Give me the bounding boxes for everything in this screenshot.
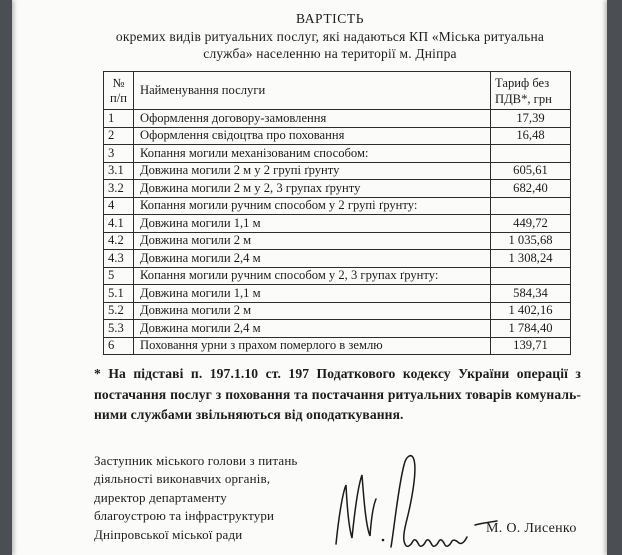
cell-name: Довжина могили 2 м у 2, 3 групах ґрунту xyxy=(134,180,491,198)
footnote-line: * На підставі п. 197.1.10 ст. 197 Податкового кодексу України операції з xyxy=(94,366,581,381)
table-row xyxy=(104,162,571,180)
cell-num: 6 xyxy=(104,337,134,355)
cell-name: Копання могили механізованим способом: xyxy=(134,145,491,163)
cell-name: Оформлення свідоцтва про поховання xyxy=(134,127,491,145)
footnote-line: ними службами звільняються від оподаткування. xyxy=(94,407,404,422)
table-row xyxy=(104,285,571,303)
signatory-title-line: діяльності виконавчих органів, xyxy=(94,471,271,487)
cell-tariff: 1 035,68 xyxy=(491,232,571,250)
column-header-name: Найменування послуги xyxy=(134,72,491,110)
cell-name: Довжина могили 2,4 м xyxy=(134,250,491,268)
cell-name: Поховання урни з прахом померлого в землю xyxy=(134,337,491,355)
column-header-num-line: № xyxy=(112,75,125,90)
cell-tariff: 449,72 xyxy=(491,215,571,233)
cell-name: Довжина могили 2,4 м xyxy=(134,320,491,338)
title-line: служба» населенню на території м. Дніпра xyxy=(203,46,457,61)
cell-num: 4.2 xyxy=(104,232,134,250)
cell-tariff xyxy=(491,145,571,163)
cell-tariff: 16,48 xyxy=(491,127,571,145)
cell-name: Довжина могили 2 м xyxy=(134,232,491,250)
cell-tariff: 584,34 xyxy=(491,285,571,303)
document-title xyxy=(80,10,580,63)
tariff-table-body xyxy=(104,110,571,355)
signatory-title-line: Дніпровської міської ради xyxy=(94,526,243,542)
cell-num: 3.1 xyxy=(104,162,134,180)
table-row xyxy=(104,197,571,215)
cell-tariff: 1 784,40 xyxy=(491,320,571,338)
cell-tariff: 682,40 xyxy=(491,180,571,198)
signatory-title-line: Заступник міського голови з питань xyxy=(94,453,298,468)
cell-name: Довжина могили 1,1 м xyxy=(134,285,491,303)
title-line: окремих видів ритуальних послуг, які надаються КП «Міська ритуальна xyxy=(115,28,545,44)
table-row xyxy=(104,267,571,285)
column-header-tariff-line: Тариф без xyxy=(495,75,550,90)
column-header-num xyxy=(104,72,134,110)
cell-name: Довжина могили 2 м xyxy=(134,302,491,320)
table-header-row xyxy=(104,72,571,110)
cell-num: 5.2 xyxy=(104,302,134,320)
signatory-title-line: директор департаменту xyxy=(94,489,227,505)
table-row xyxy=(104,250,571,268)
cell-num: 3 xyxy=(104,145,134,163)
cell-tariff xyxy=(491,197,571,215)
table-row xyxy=(104,110,571,128)
tariff-table xyxy=(103,71,571,355)
cell-num: 4.1 xyxy=(104,215,134,233)
signatory-name: М. О. Лисенко xyxy=(486,521,577,536)
cell-num: 3.2 xyxy=(104,180,134,198)
scan-edge-right xyxy=(607,0,622,555)
cell-name: Копання могили ручним способом у 2 групі ґрунту: xyxy=(134,197,491,215)
cell-name: Довжина могили 2 м у 2 групі ґрунту xyxy=(134,162,491,180)
tax-exemption-footnote xyxy=(94,364,581,426)
cell-name: Довжина могили 1,1 м xyxy=(134,215,491,233)
cell-name: Копання могили ручним способом у 2, 3 групах ґрунту: xyxy=(134,267,491,285)
cell-num: 5.1 xyxy=(104,285,134,303)
cell-tariff: 17,39 xyxy=(491,110,571,128)
table-row xyxy=(104,127,571,145)
cell-num: 5 xyxy=(104,267,134,285)
table-row xyxy=(104,180,571,198)
column-header-num-line: п/п xyxy=(110,90,127,105)
cell-num: 4.3 xyxy=(104,250,134,268)
cell-tariff xyxy=(491,267,571,285)
cell-name: Оформлення договору-замовлення xyxy=(134,110,491,128)
cell-num: 5.3 xyxy=(104,320,134,338)
table-row xyxy=(104,215,571,233)
cell-num: 1 xyxy=(104,110,134,128)
cell-tariff: 605,61 xyxy=(491,162,571,180)
table-row xyxy=(104,302,571,320)
table-row xyxy=(104,320,571,338)
handwritten-signature xyxy=(328,448,508,553)
cell-tariff: 1 308,24 xyxy=(491,250,571,268)
cell-num: 4 xyxy=(104,197,134,215)
table-row xyxy=(104,232,571,250)
cell-tariff: 139,71 xyxy=(491,337,571,355)
signatory-title-line: благоустрою та інфраструктури xyxy=(94,508,275,524)
table-row xyxy=(104,337,571,355)
cell-num: 2 xyxy=(104,127,134,145)
signatory-title-block xyxy=(94,452,298,544)
title-line: ВАРТІСТЬ xyxy=(295,11,365,26)
scan-edge-left xyxy=(0,0,12,555)
footnote-line: постачання послуг з поховання та постачання ритуальних товарів комуналь- xyxy=(94,386,581,402)
table-row xyxy=(104,145,571,163)
column-header-tariff xyxy=(491,72,571,110)
column-header-tariff-line: ПДВ*, грн xyxy=(495,91,552,106)
cell-tariff: 1 402,16 xyxy=(491,302,571,320)
